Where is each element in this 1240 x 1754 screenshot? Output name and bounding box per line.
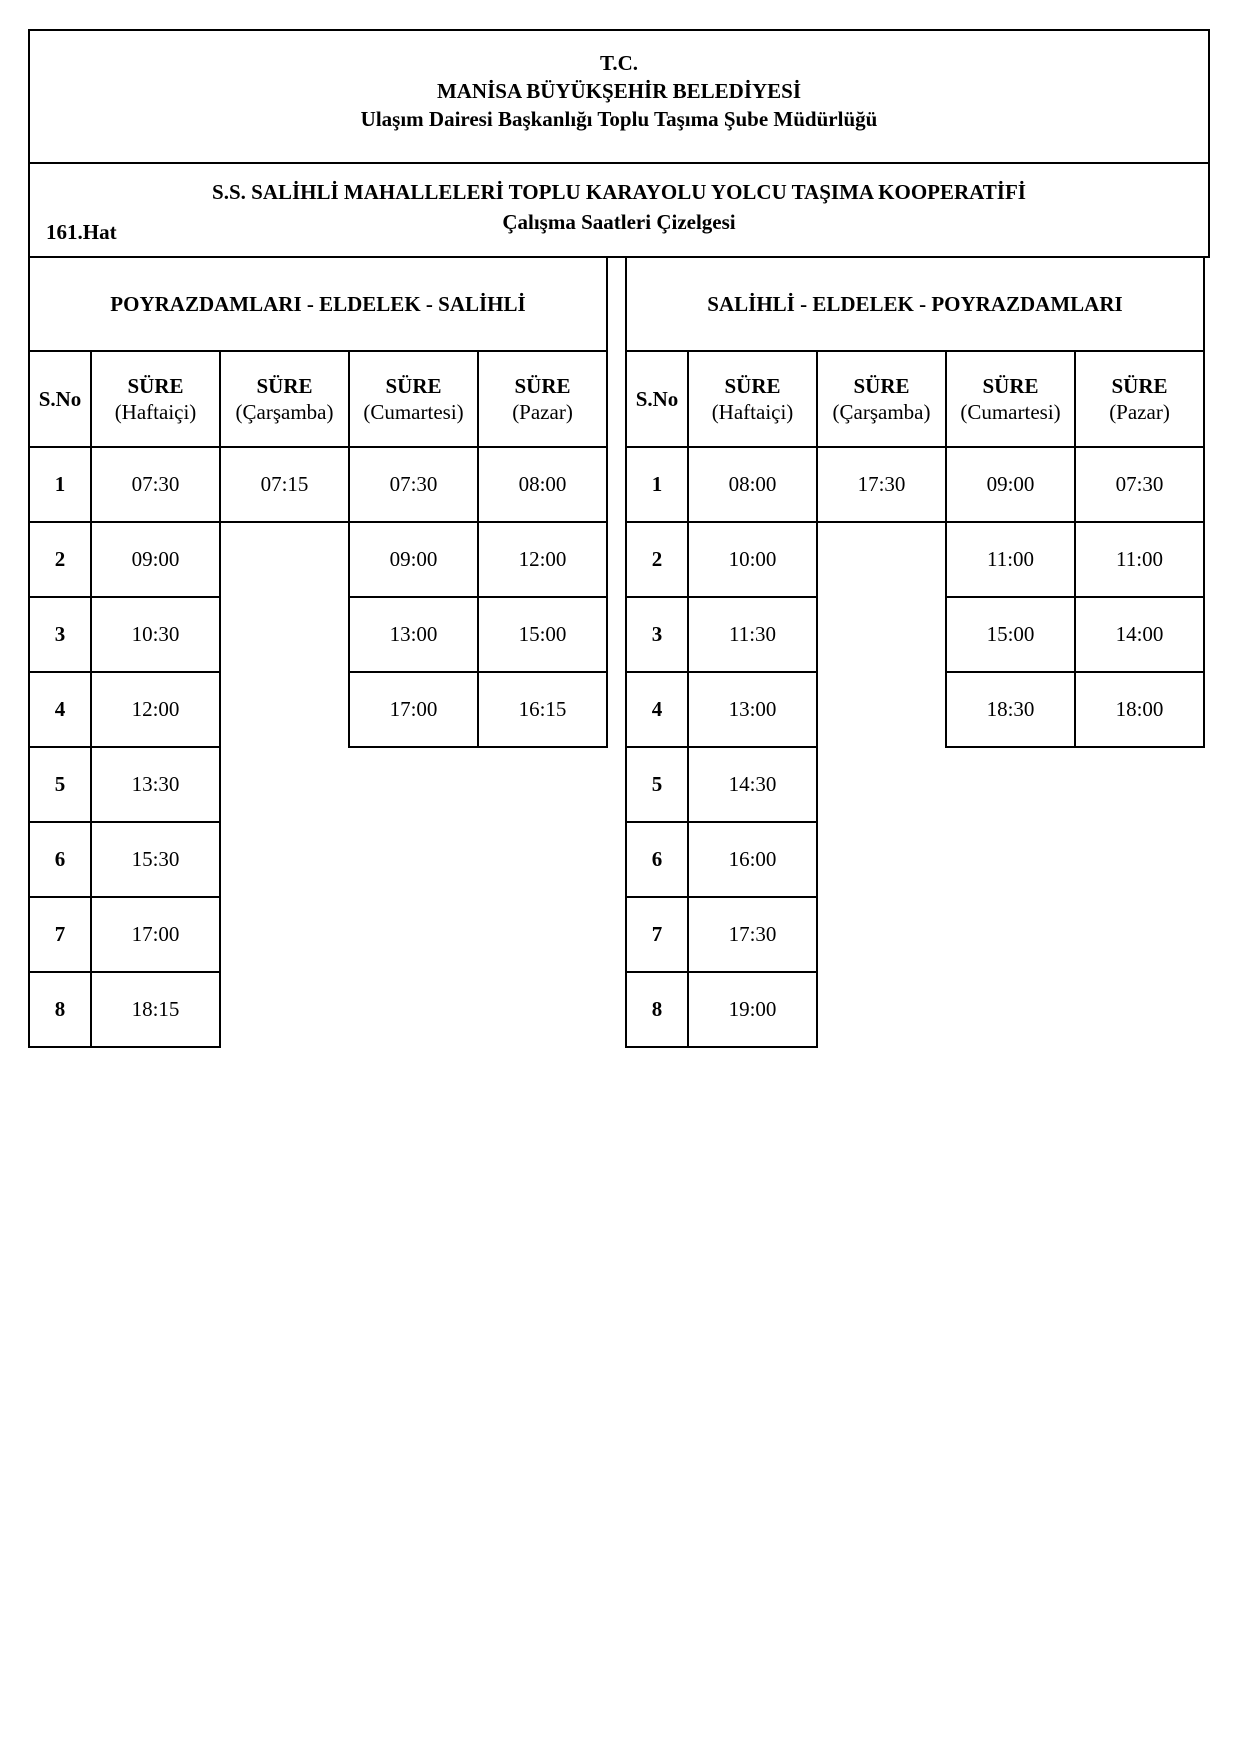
column-header-sno [28, 350, 92, 448]
time-cell: 11:00 [945, 521, 1076, 598]
row-number: 5 [625, 746, 689, 823]
row-number: 2 [625, 521, 689, 598]
time-cell: 07:30 [90, 446, 221, 523]
time-cell: 09:00 [945, 446, 1076, 523]
row-number: 4 [28, 671, 92, 748]
row-number: 1 [28, 446, 92, 523]
time-cell: 10:00 [687, 521, 818, 598]
time-cell: 16:15 [477, 671, 608, 748]
column-header-carsamba [219, 350, 350, 448]
column-header-cumartesi [348, 350, 479, 448]
time-cell: 16:00 [687, 821, 818, 898]
header-line-municipality: MANİSA BÜYÜKŞEHİR BELEDİYESİ [436, 79, 802, 103]
column-header-subtitle: (Haftaiçi) [114, 400, 197, 424]
time-cell: 07:30 [1074, 446, 1205, 523]
column-header-haftaici [90, 350, 221, 448]
row-number: 6 [28, 821, 92, 898]
time-cell: 10:30 [90, 596, 221, 673]
time-cell: 15:30 [90, 821, 221, 898]
header-box [28, 29, 1210, 164]
operator-box [28, 162, 1210, 258]
time-cell: 13:00 [687, 671, 818, 748]
time-cell: 11:30 [687, 596, 818, 673]
row-number: 3 [28, 596, 92, 673]
column-header-title: SÜRE [385, 373, 442, 398]
column-header-subtitle: (Haftaiçi) [711, 400, 794, 424]
time-cell: 14:30 [687, 746, 818, 823]
time-cell: 19:00 [687, 971, 818, 1048]
route-title: POYRAZDAMLARI - ELDELEK - SALİHLİ [28, 256, 608, 352]
column-header-pazar [477, 350, 608, 448]
column-header-label: S.No [38, 386, 82, 411]
time-cell: 09:00 [348, 521, 479, 598]
column-header-subtitle: (Pazar) [1109, 400, 1170, 424]
time-cell: 09:00 [90, 521, 221, 598]
column-header-title: SÜRE [853, 373, 910, 398]
row-number: 5 [28, 746, 92, 823]
column-header-haftaici [687, 350, 818, 448]
column-header-title: SÜRE [1111, 373, 1168, 398]
operator-name: S.S. SALİHLİ MAHALLELERİ TOPLU KARAYOLU YOLCU TAŞIMA KOOPERATİFİ [212, 180, 1026, 204]
column-header-title: SÜRE [514, 373, 571, 398]
time-cell: 15:00 [945, 596, 1076, 673]
column-header-carsamba [816, 350, 947, 448]
row-number: 7 [28, 896, 92, 973]
time-cell: 13:00 [348, 596, 479, 673]
row-number: 4 [625, 671, 689, 748]
column-header-subtitle: (Pazar) [512, 400, 573, 424]
time-cell: 12:00 [477, 521, 608, 598]
column-header-title: SÜRE [982, 373, 1039, 398]
time-cell: 14:00 [1074, 596, 1205, 673]
column-header-subtitle: (Cumartesi) [960, 400, 1061, 424]
header-line-department: Ulaşım Dairesi Başkanlığı Toplu Taşıma Şube Müdürlüğü [360, 107, 878, 131]
column-header-title: SÜRE [256, 373, 313, 398]
time-cell: 12:00 [90, 671, 221, 748]
time-cell: 17:00 [90, 896, 221, 973]
row-number: 3 [625, 596, 689, 673]
time-cell: 11:00 [1074, 521, 1205, 598]
row-number: 8 [28, 971, 92, 1048]
column-header-cumartesi [945, 350, 1076, 448]
row-number: 1 [625, 446, 689, 523]
time-cell: 18:15 [90, 971, 221, 1048]
row-number: 7 [625, 896, 689, 973]
time-cell: 08:00 [687, 446, 818, 523]
row-number: 2 [28, 521, 92, 598]
column-header-sno [625, 350, 689, 448]
time-cell: 17:30 [687, 896, 818, 973]
time-cell: 07:15 [219, 446, 350, 523]
header-line-tc: T.C. [599, 51, 639, 75]
schedule-subtitle: Çalışma Saatleri Çizelgesi [502, 210, 736, 234]
route-title: SALİHLİ - ELDELEK - POYRAZDAMLARI [625, 256, 1205, 352]
column-header-pazar [1074, 350, 1205, 448]
time-cell: 18:00 [1074, 671, 1205, 748]
time-cell: 07:30 [348, 446, 479, 523]
column-header-title: SÜRE [127, 373, 184, 398]
column-header-subtitle: (Cumartesi) [363, 400, 464, 424]
time-cell: 08:00 [477, 446, 608, 523]
time-cell: 18:30 [945, 671, 1076, 748]
column-header-subtitle: (Çarşamba) [832, 400, 931, 424]
column-header-title: SÜRE [724, 373, 781, 398]
time-cell: 17:00 [348, 671, 479, 748]
time-cell: 17:30 [816, 446, 947, 523]
line-number: 161.Hat [46, 220, 117, 244]
time-cell: 15:00 [477, 596, 608, 673]
column-header-label: S.No [635, 386, 679, 411]
row-number: 6 [625, 821, 689, 898]
row-number: 8 [625, 971, 689, 1048]
column-header-subtitle: (Çarşamba) [235, 400, 334, 424]
time-cell: 13:30 [90, 746, 221, 823]
